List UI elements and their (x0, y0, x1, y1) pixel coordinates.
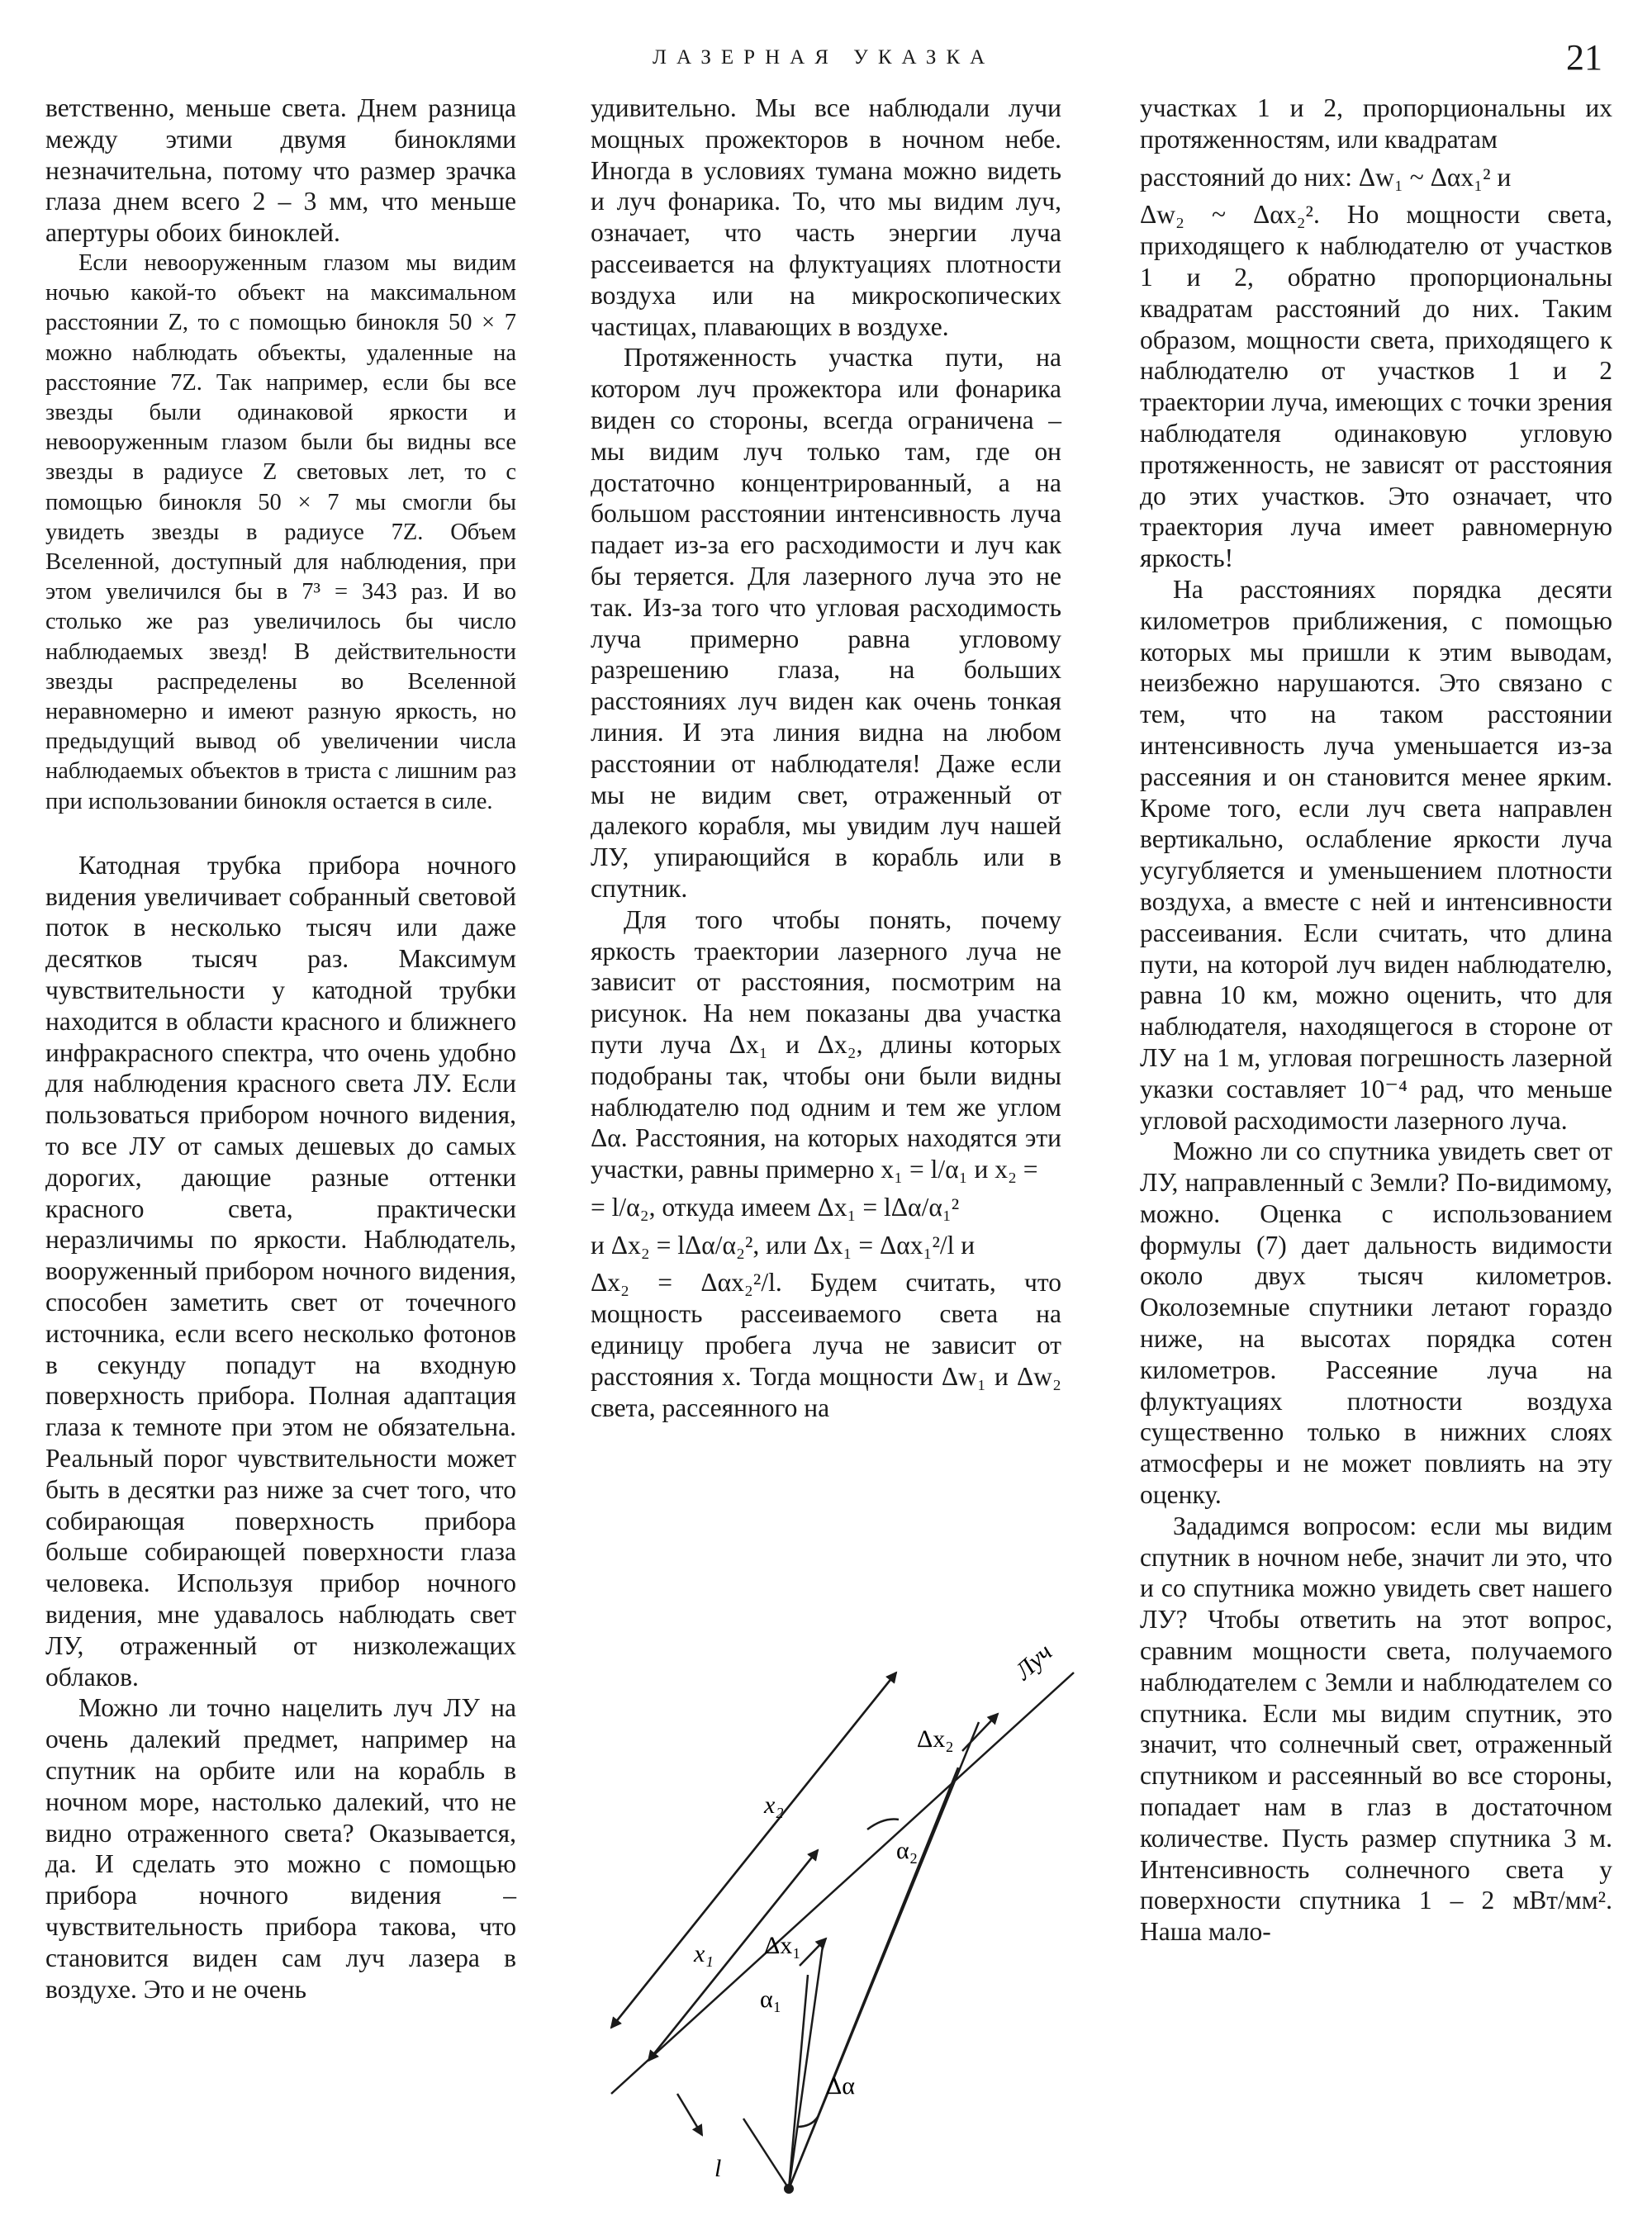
running-title: ЛАЗЕРНАЯ УКАЗКА (653, 46, 995, 69)
observer-point (784, 2184, 794, 2194)
label-alpha1: α₁ (760, 1986, 782, 2013)
paragraph: Если невооруженным глазом мы видим ночью какой-то объект на максимальном расстоянии Z, то с помощью бинокля 50 × 7 можно наблюдать объекты, удаленные на расстояние 7Z. Так например, если бы все звезды были одинаковой яркости и невооруженным глазом были бы видны все звезды в радиусе Z световых лет, то с помощью бинокля 50 × 7 мы смогли бы увидеть звезды в радиусе 7Z. Объем Вселенной, доступный для наблюдения, при этом увеличился бы в 7³ = 343 раз. И во столько же раз увеличилось бы число наблюдаемых звезд! В действительности звезды распределены во Вселенной неравномерно и имеют разную яркость, но предыдущий вывод об увеличении числа наблюдаемых объектов в триста с лишним раз при использовании бинокля остается в силе. (45, 249, 516, 814)
page-header (0, 37, 1652, 78)
dimension-x2-start (611, 1673, 896, 2028)
text-column-1 (45, 93, 516, 2005)
dimension-l (677, 2094, 702, 2135)
label-alpha2: α₂ (896, 1837, 919, 1864)
paragraph: Зададимся вопросом: если мы видим спутник в ночном небе, значит ли это, что и со спутника можно увидеть свет нашего ЛУ? Чтобы ответить на этот вопрос, сравним мощности света, получаемого наблюдателем с Земли и наблюдателем со спутника. Если мы видим спутник, это значит, что солнечный свет, отраженный спутником и рассеянный во все стороны, попадает нам в глаз в достаточном количестве. Пусть размер спутника 3 м. Интенсивность солнечного света у поверхности спутника 1 – 2 мВт/мм². Наша мало- (1140, 1511, 1612, 1947)
label-dalpha: Δα (826, 2072, 856, 2100)
beam-diagram (578, 1631, 1107, 2209)
text-column-2 (591, 93, 1061, 1423)
formula-line: Δx₂ = Δαx₂²/l. Будем считать, что мощность рассеиваемого света на единицу пробега луча не зависит от расстояния x. Тогда мощности Δw₁ и Δw₂ света, рассеянного на (591, 1268, 1061, 1422)
angle-arc-alpha2 (867, 1820, 899, 1830)
label-x1: x₁ (694, 1940, 714, 1967)
text-column-3 (1140, 93, 1612, 1948)
sight-line-far-bottom (789, 1768, 958, 2189)
label-x2: x₂ (764, 1791, 784, 1819)
paragraph: ветственно, меньше света. Днем разница между этими двумя биноклями незначительна, потому что размер зрачка глаза днем всего 2 – 3 мм, что меньше апертуры обоих биноклей. (45, 93, 516, 248)
label-dx2: Δx₂ (917, 1725, 954, 1753)
sight-line-near-bottom (789, 1975, 808, 2189)
paragraph: Можно ли точно нацелить луч ЛУ на очень далекий предмет, например на спутник на орбите или на корабль в ночном море, настолько далекий, что не видно отраженного света? Оказывается, да. И сделать это можно с помощью прибора ночного видения – чувствительность прибора такова, что становится виден сам луч лазера в воздухе. Это и не очень (45, 1693, 516, 2004)
formula-line: Δw₂ ~ Δαx₂². Но мощности света, приходящего к наблюдателю от участков 1 и 2, обратно пропорциональны квадратам расстояний до них. Таким образом, мощности света, приходящего к наблюдателю от участков 1 и 2 траектории луча, имеющих с точки зрения наблюдателя одинаковую угловую протяженность, не зависят от расстояния до этих участков. Это означает, что траектория луча имеет равномерную яркость! (1140, 200, 1612, 573)
formula-line: расстояний до них: Δw₁ ~ Δαx₁² и (1140, 162, 1512, 192)
paragraph: Можно ли со спутника увидеть свет от ЛУ, направленный с Земли? По-видимому, можно. Оценка с использованием формулы (7) дает дальность видимости около двух тысяч километров. Околоземные спутники летают гораздо ниже, на высотах порядка сотен километров. Рассеяние луча на флуктуациях плотности воздуха существенно только в нижних слоях атмосферы и не может повлиять на эту оценку. (1140, 1136, 1612, 1510)
label-l: l (714, 2155, 722, 2182)
paragraph: Для того чтобы понять, почему яркость траектории лазерного луча не зависит от расстояния, посмотрим на рисунок. На нем показаны два участка пути луча Δx₁ и Δx₂, длины которых подобраны так, чтобы они были видны наблюдателю под одним и тем же углом Δα. Расстояния, на которых находятся эти участки, равны примерно x₁ = l/α₁ и x₂ = (591, 904, 1061, 1184)
label-beam: Луч (1009, 1638, 1058, 1686)
page-number: 21 (1566, 37, 1602, 78)
paragraph: Катодная трубка прибора ночного видения увеличивает собранный световой поток в несколько тысяч или даже десятков тысяч раз. Максимум чувствительности у катодной трубки находится в области красного и ближнего инфракрасного спектра, что очень удобно для наблюдения красного света ЛУ. Если пользоваться прибором ночного видения, то все ЛУ от самых дешевых до самых дорогих, дающие разные оттенки красного света, практически неразличимы по яркости. Наблюдатель, вооруженный прибором ночного видения, способен заметить свет от точечного источника, если всего несколько фотонов в секунду попадут на входную поверхность прибора. Полная адаптация глаза к темноте при этом не обязательна. Реальный порог чувствительности может быть в десятки раз ниже за счет того, что собирающая поверхность прибора больше собирающей поверхности глаза человека. Используя прибор ночного видения, мне удавалось наблюдать свет ЛУ, отраженный от низколежащих облаков. (45, 850, 516, 1692)
formula-line: и Δx₂ = lΔα/α₂², или Δx₁ = Δαx₁²/l и (591, 1230, 976, 1260)
paragraph: участках 1 и 2, пропорциональны их протяженностям, или квадратам (1140, 93, 1612, 154)
formula-line: = l/α₂, откуда имеем Δx₁ = lΔα/α₁² (591, 1192, 960, 1222)
sight-line-near-top (789, 1946, 823, 2189)
paragraph: На расстояниях порядка десяти километров приближения, с помощью которых мы пришли к этим выводам, неизбежно нарушаются. Это связано с тем, что на таком расстоянии интенсивность луча уменьшается из-за рассеяния и он становится менее ярким. Кроме того, если луч света направлен вертикально, ослабление яркости луча усугубляется и уменьшением плотности воздуха, а вместе с ней и интенсивности рассеивания. Если считать, что длина пути, на которой луч виден наблюдателю, равна 10 км, можно оценить, что для наблюдателя, находящегося в стороне от ЛУ на 1 м, угловая погрешность лазерной указки составляет 10⁻⁴ рад, что меньше угловой расходимости лазерного луча. (1140, 574, 1612, 1135)
paragraph: Протяженность участка пути, на котором луч прожектора или фонарика виден со стороны, всегда ограничена – мы видим луч только там, где он достаточно концентрированный, а на большом расстоянии интенсивность луча падает из-за его расходимости и луч как бы теряется. Для лазерного луча это не так. Из-за того что угловая расходимость луча примерно равна угловому разрешению глаза, на больших расстояниях луч виден как очень тонкая линия. И эта линия видна на любом расстоянии от наблюдателя! Даже если мы не видим свет, отраженный от далекого корабля, мы увидим луч нашей ЛУ, упирающийся в корабль или в спутник. (591, 343, 1061, 903)
label-dx1: Δx₁ (764, 1932, 801, 1959)
observer-perpendicular (743, 2119, 789, 2189)
paragraph: удивительно. Мы все наблюдали лучи мощных прожекторов в ночном небе. Иногда в условиях тумана можно видеть и луч фонарика. То, что мы видим луч, означает, что часть энергии луча рассеивается на флуктуациях плотности воздуха или на микроскопических частицах, плавающих в воздухе. (591, 93, 1061, 341)
beam-line (611, 1673, 1074, 2094)
